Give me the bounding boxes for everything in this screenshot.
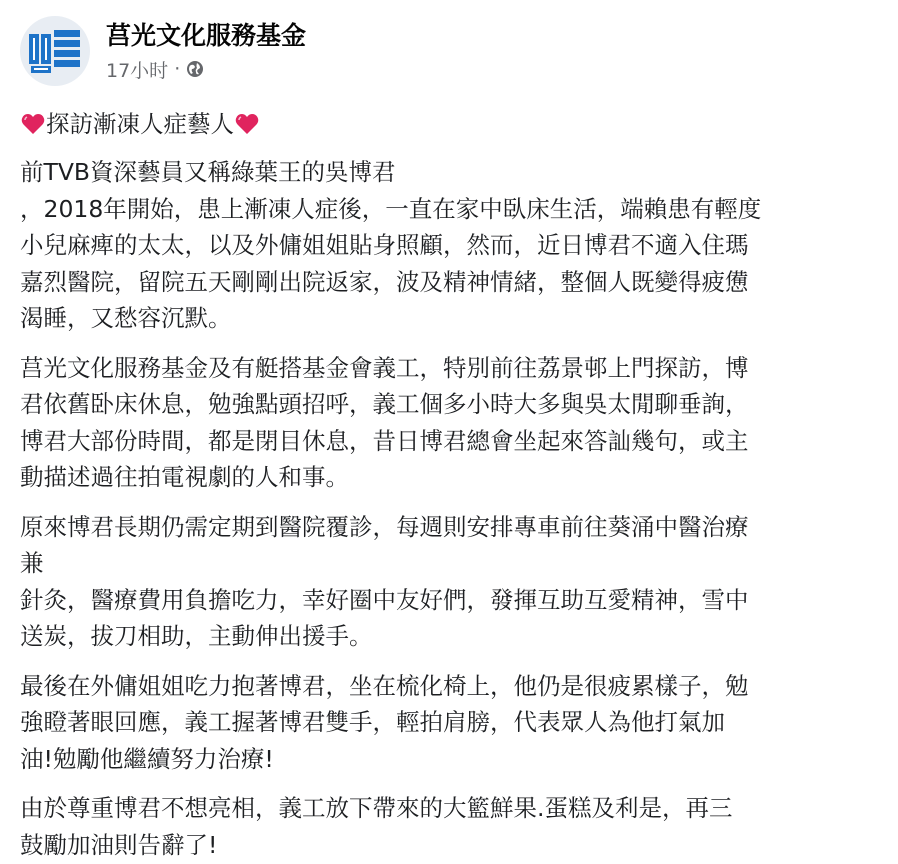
text-line: 渴睡，又愁容沉默。: [20, 304, 232, 332]
text-line: 送炭，拔刀相助，主動伸出援手。: [20, 622, 373, 650]
page-name-link[interactable]: 莒光文化服務基金: [106, 20, 307, 50]
paragraph-5: [20, 790, 878, 863]
text-line: 嘉烈醫院，留院五天剛剛出院返家，波及精神情緒，整個人既變得疲憊: [20, 267, 749, 296]
text-line: 兼: [20, 549, 44, 577]
post-subline: [106, 56, 306, 83]
logo-icon: [27, 26, 83, 76]
text-line: 鼓勵加油則告辭了!: [20, 830, 218, 859]
text-line: 強瞪著眼回應，義工握著博君雙手，輕拍肩膀，代表眾人為他打氣加: [20, 708, 725, 736]
post-header: [20, 12, 878, 90]
post-title-line: [20, 104, 878, 144]
paragraph-1: [20, 154, 878, 337]
text-line: 針灸，醫療費用負擔吃力，幸好圈中友好們，發揮互助互愛精神，雪中: [20, 585, 749, 614]
post-timestamp[interactable]: 17小时: [106, 59, 169, 82]
red-heart-icon: [234, 111, 260, 137]
text-line: 前TVB資深藝員又稱綠葉王的吳博君: [20, 158, 396, 186]
paragraph-3: [20, 509, 878, 655]
text-line: 博君大部份時間，都是閉目休息，昔日博君總會坐起來答訕幾句，或主: [20, 426, 749, 455]
text-line: 最後在外傭姐姐吃力抱著博君，坐在梳化椅上，他仍是很疲累樣子，勉: [20, 671, 749, 700]
red-heart-icon: [20, 111, 46, 137]
globe-icon[interactable]: [186, 60, 204, 78]
post-title: 探訪漸凍人症藝人: [46, 109, 234, 138]
text-line: 油!勉勵他繼續努力治療!: [20, 744, 274, 773]
text-line: 莒光文化服務基金及有艇搭基金會義工，特別前往荔景邨上門探訪，博: [20, 353, 749, 382]
post-body: [20, 104, 878, 863]
page-avatar[interactable]: [20, 16, 90, 86]
post-meta: [106, 20, 306, 83]
text-line: 君依舊卧床休息，勉強點頭招呼，義工個多小時大多與吳太閒聊垂詢，: [20, 390, 749, 418]
text-line: 由於尊重博君不想亮相，義工放下帶來的大籃鮮果.蛋糕及利是，再三: [20, 794, 733, 822]
paragraph-2: [20, 350, 878, 496]
separator-dot: ·: [174, 58, 181, 80]
text-line: 小兒麻痺的太太，以及外傭姐姐貼身照顧，然而，近日博君不適入住瑪: [20, 231, 749, 259]
text-line: ，2018年開始，患上漸凍人症後，一直在家中臥床生活，端賴患有輕度: [20, 194, 762, 223]
paragraph-4: [20, 668, 878, 778]
text-line: 動描述過往拍電視劇的人和事。: [20, 463, 349, 491]
text-line: 原來博君長期仍需定期到醫院覆診，每週則安排專車前往葵涌中醫治療: [20, 512, 749, 541]
